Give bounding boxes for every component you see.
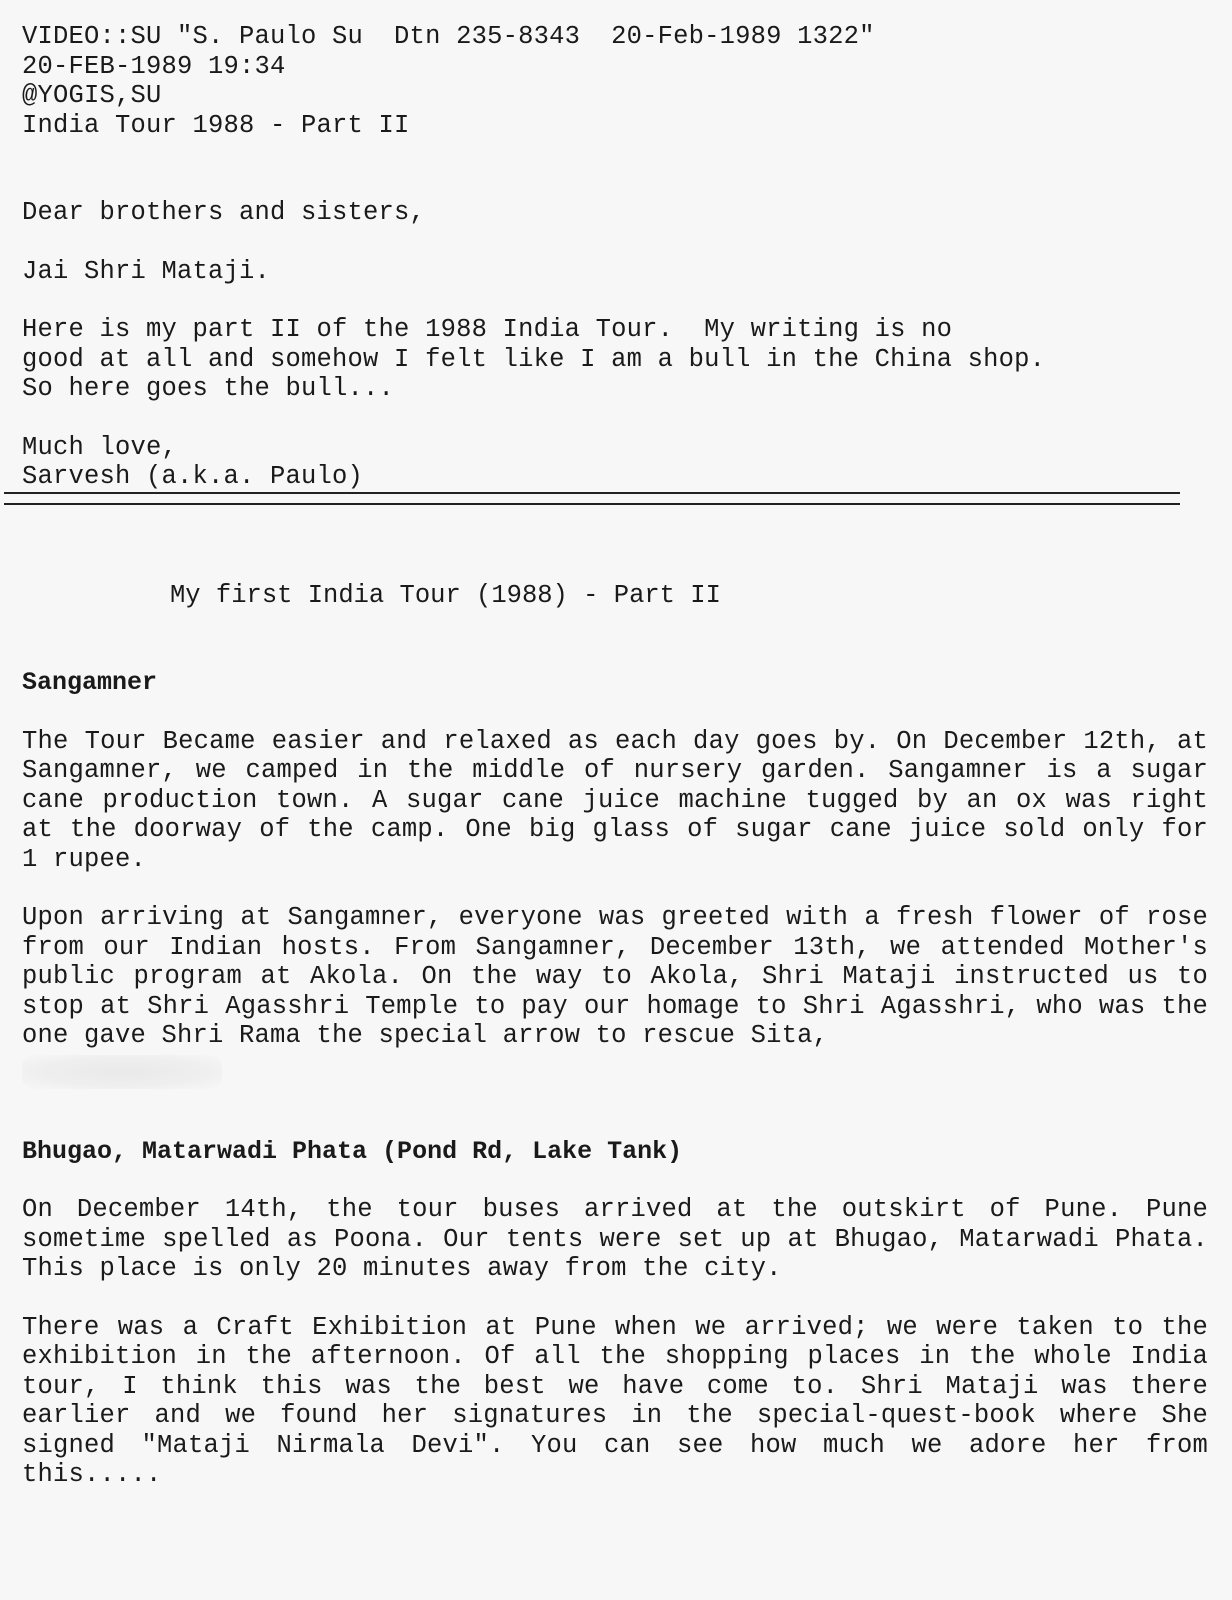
letter-signature: Sarvesh (a.k.a. Paulo) bbox=[22, 462, 364, 491]
header-from-line: VIDEO::SU "S. Paulo Su Dtn 235-8343 20-Feb-1989 1322" bbox=[22, 22, 875, 51]
correction-smudge bbox=[22, 1055, 222, 1089]
header-date-line: 20-FEB-1989 19:34 bbox=[22, 51, 286, 81]
section-bhugao bbox=[22, 1137, 1208, 1490]
section-sangamner bbox=[22, 668, 1208, 1089]
letter-body bbox=[22, 198, 1208, 492]
section-heading: Sangamner bbox=[22, 668, 158, 697]
letter-closing: Much love, bbox=[22, 432, 178, 462]
section-heading: Bhugao, Matarwadi Phata (Pond Rd, Lake Tank) bbox=[22, 1136, 683, 1166]
paragraph: On December 14th, the tour buses arrived at the outskirt of Pune. Pune sometime spelled as Poona. Our tents were set up at Bhugao, Matarwadi Phata. This place is only 20 minutes away from the city. bbox=[22, 1195, 1208, 1283]
letter-intro-line: good at all and somehow I felt like I am a bull in the China shop. bbox=[22, 344, 1046, 374]
header-to-line: @YOGIS,SU bbox=[22, 81, 162, 110]
message-header bbox=[22, 22, 1208, 140]
story-title: My first India Tour (1988) - Part II bbox=[170, 580, 721, 610]
letter-intro-line: Here is my part II of the 1988 India Tour. My writing is no bbox=[22, 315, 953, 344]
separator-rule bbox=[4, 492, 1180, 505]
letter-greeting: Dear brothers and sisters, bbox=[22, 198, 426, 227]
letter-intro-line: So here goes the bull... bbox=[22, 374, 395, 403]
paragraph: There was a Craft Exhibition at Pune when we arrived; we were taken to the exhibition in the afternoon. Of all the shopping places in the whole India tour, I think this was the best we have come to. Shri Mataji was there earlier and we found her signatures in the special-quest-book where She signed "Mataji Nirmala Devi". You can see how much we adore her from this..... bbox=[22, 1312, 1208, 1489]
paragraph: The Tour Became easier and relaxed as each day goes by. On December 12th, at Sangamner, we camped in the middle of nursery garden. Sangamner is a sugar cane production town. A sugar cane juice machine tugged by an ox was right at the doorway of the camp. One big glass of sugar cane juice sold only for 1 rupee. bbox=[22, 726, 1208, 874]
letter-salutation: Jai Shri Mataji. bbox=[22, 256, 271, 286]
paragraph: Upon arriving at Sangamner, everyone was greeted with a fresh flower of rose from our Indian hosts. From Sangamner, December 13th, we attended Mother's public program at Akola. On the way to Akola, Shri Mataji instructed us to stop at Shri Agasshri Temple to pay our homage to Shri Agasshri, who was the one gave Shri Rama the special arrow to rescue Sita, bbox=[22, 903, 1208, 1050]
header-subject-line: India Tour 1988 - Part II bbox=[22, 110, 410, 140]
